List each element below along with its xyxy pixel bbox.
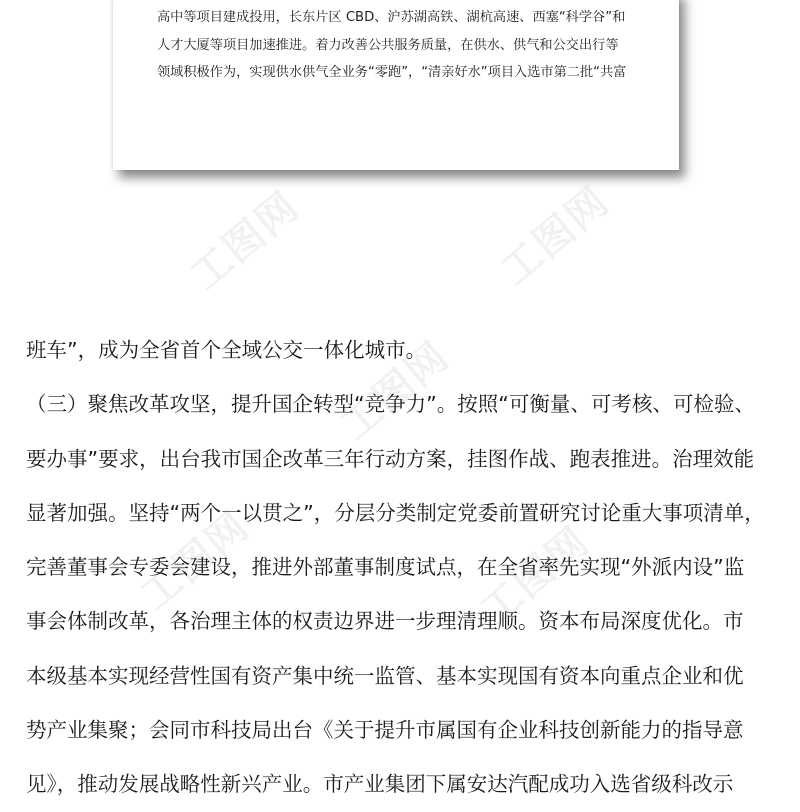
card-line: 高中等项目建成投用，长东片区 CBD、沪苏湖高铁、湖杭高速、西塞“科学谷”和 xyxy=(157,10,626,25)
body-line: （三）聚焦改革攻坚，提升国企转型“竞争力”。按照“可衡量、可考核、可检验、 xyxy=(26,392,755,417)
card-line: 人才大厦等项目加速推进。着力改善公共服务质量，在供水、供气和公交出行等 xyxy=(157,37,619,53)
body-line: 势产业集聚；会同市科技局出台《关于提升市属国有企业科技创新能力的指导意 xyxy=(26,718,744,743)
body-line: 本级基本实现经营性国有资产集中统一监管、基本实现国有资本向重点企业和优 xyxy=(26,663,744,688)
body-line: 要办事”要求，出台我市国企改革三年行动方案，挂图作战、跑表推进。治理效能 xyxy=(26,446,755,471)
body-line: 完善董事会专委会建设，推进外部董事制度试点，在全省率先实现“外派内设”监 xyxy=(26,555,745,580)
card-line: 领域积极作为，实现供水供气全业务“零跑”，“清亲好水”项目入选市第二批“共富 xyxy=(157,65,627,80)
body-line: 班车”，成为全省首个全域公交一体化城市。 xyxy=(26,338,427,362)
body-line: 见》，推动发展战略性新兴产业。市产业集团下属安达汽配成功入选省级科改示 xyxy=(26,772,734,797)
body-text xyxy=(26,323,786,812)
watermark: 工图网 xyxy=(132,503,259,620)
card-text xyxy=(157,4,647,87)
body-line: 事会体制改革，各治理主体的权责边界进一步理清理顺。资本布局深度优化。市 xyxy=(26,609,744,634)
body-line: 显著加强。坚持“两个一以贯之”，分层分类制定党委前置研究讨论重大事项清单， xyxy=(26,500,765,525)
watermark: 工图网 xyxy=(332,333,459,450)
watermark: 工图网 xyxy=(492,178,619,295)
watermark: 工图网 xyxy=(472,518,599,635)
watermark: 工图网 xyxy=(182,183,309,300)
